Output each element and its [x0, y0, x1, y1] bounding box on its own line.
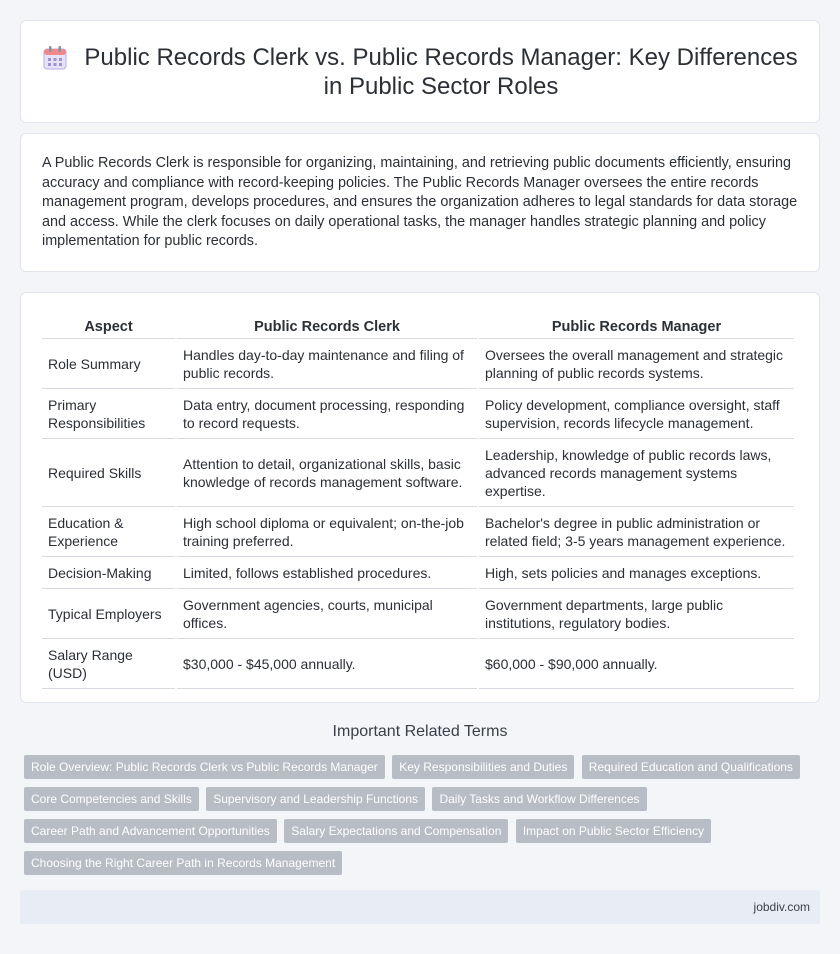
row-aspect: Decision-Making	[42, 557, 175, 589]
related-term-tag[interactable]: Required Education and Qualifications	[582, 755, 800, 779]
table-row	[42, 389, 794, 439]
footer	[20, 890, 820, 924]
table-row	[42, 339, 794, 389]
footer-site-link[interactable]: jobdiv.com	[753, 900, 810, 914]
related-term-tag[interactable]: Career Path and Advancement Opportunities	[24, 819, 277, 843]
header-manager: Public Records Manager	[479, 313, 794, 339]
page-title: Public Records Clerk vs. Public Records Manager: Key Differences in Public Sector Roles	[84, 43, 798, 100]
row-aspect: Role Summary	[42, 339, 175, 389]
calendar-icon	[41, 44, 69, 72]
related-term-tag[interactable]: Key Responsibilities and Duties	[392, 755, 574, 779]
related-term-tag[interactable]: Salary Expectations and Compensation	[284, 819, 508, 843]
table-row	[42, 557, 794, 589]
row-aspect: Education & Experience	[42, 507, 175, 557]
table-header-row	[42, 313, 794, 339]
row-manager: High, sets policies and manages exceptions.	[479, 557, 794, 589]
row-clerk: Attention to detail, organizational skills, basic knowledge of records management software.	[177, 439, 477, 507]
row-manager: Bachelor's degree in public administration or related field; 3-5 years management experience.	[479, 507, 794, 557]
related-term-tag[interactable]: Impact on Public Sector Efficiency	[516, 819, 711, 843]
row-aspect: Salary Range (USD)	[42, 639, 175, 689]
related-term-tag[interactable]: Supervisory and Leadership Functions	[206, 787, 425, 811]
row-manager: Oversees the overall management and strategic planning of public records systems.	[479, 339, 794, 389]
row-clerk: High school diploma or equivalent; on-the-job training preferred.	[177, 507, 477, 557]
row-manager: Government departments, large public institutions, regulatory bodies.	[479, 589, 794, 639]
related-term-tag[interactable]: Role Overview: Public Records Clerk vs Public Records Manager	[24, 755, 385, 779]
row-clerk: Handles day-to-day maintenance and filing of public records.	[177, 339, 477, 389]
related-term-tag[interactable]: Daily Tasks and Workflow Differences	[432, 787, 646, 811]
row-aspect: Required Skills	[42, 439, 175, 507]
intro-paragraph: A Public Records Clerk is responsible for organizing, maintaining, and retrieving public documents efficiently, ensuring accuracy and compliance with record-keeping policies. The Public Records Manager oversees the entire records management program, develops procedures, and ensures the organization adheres to legal standards for data storage and access. While the clerk focuses on daily operational tasks, the manager handles strategic planning and policy implementation for public records.	[42, 155, 798, 250]
table-row	[42, 639, 794, 689]
related-term-tag[interactable]: Choosing the Right Career Path in Records Management	[24, 851, 342, 875]
row-aspect: Typical Employers	[42, 589, 175, 639]
related-terms-list	[24, 755, 814, 883]
related-term-tag[interactable]: Core Competencies and Skills	[24, 787, 199, 811]
row-aspect: Primary Responsibilities	[42, 389, 175, 439]
table-row	[42, 439, 794, 507]
intro-card	[20, 133, 820, 272]
table-row	[42, 589, 794, 639]
row-clerk: Government agencies, courts, municipal offices.	[177, 589, 477, 639]
comparison-table	[40, 313, 796, 689]
row-manager: Policy development, compliance oversight, staff supervision, records lifecycle management.	[479, 389, 794, 439]
row-clerk: $30,000 - $45,000 annually.	[177, 639, 477, 689]
related-terms-heading: Important Related Terms	[332, 723, 508, 740]
row-manager: $60,000 - $90,000 annually.	[479, 639, 794, 689]
header-clerk: Public Records Clerk	[177, 313, 477, 339]
row-clerk: Limited, follows established procedures.	[177, 557, 477, 589]
comparison-table-card	[20, 292, 820, 703]
row-clerk: Data entry, document processing, responding to record requests.	[177, 389, 477, 439]
row-manager: Leadership, knowledge of public records laws, advanced records management systems expertise.	[479, 439, 794, 507]
table-row	[42, 507, 794, 557]
title-card	[20, 20, 820, 123]
header-aspect: Aspect	[42, 313, 175, 339]
